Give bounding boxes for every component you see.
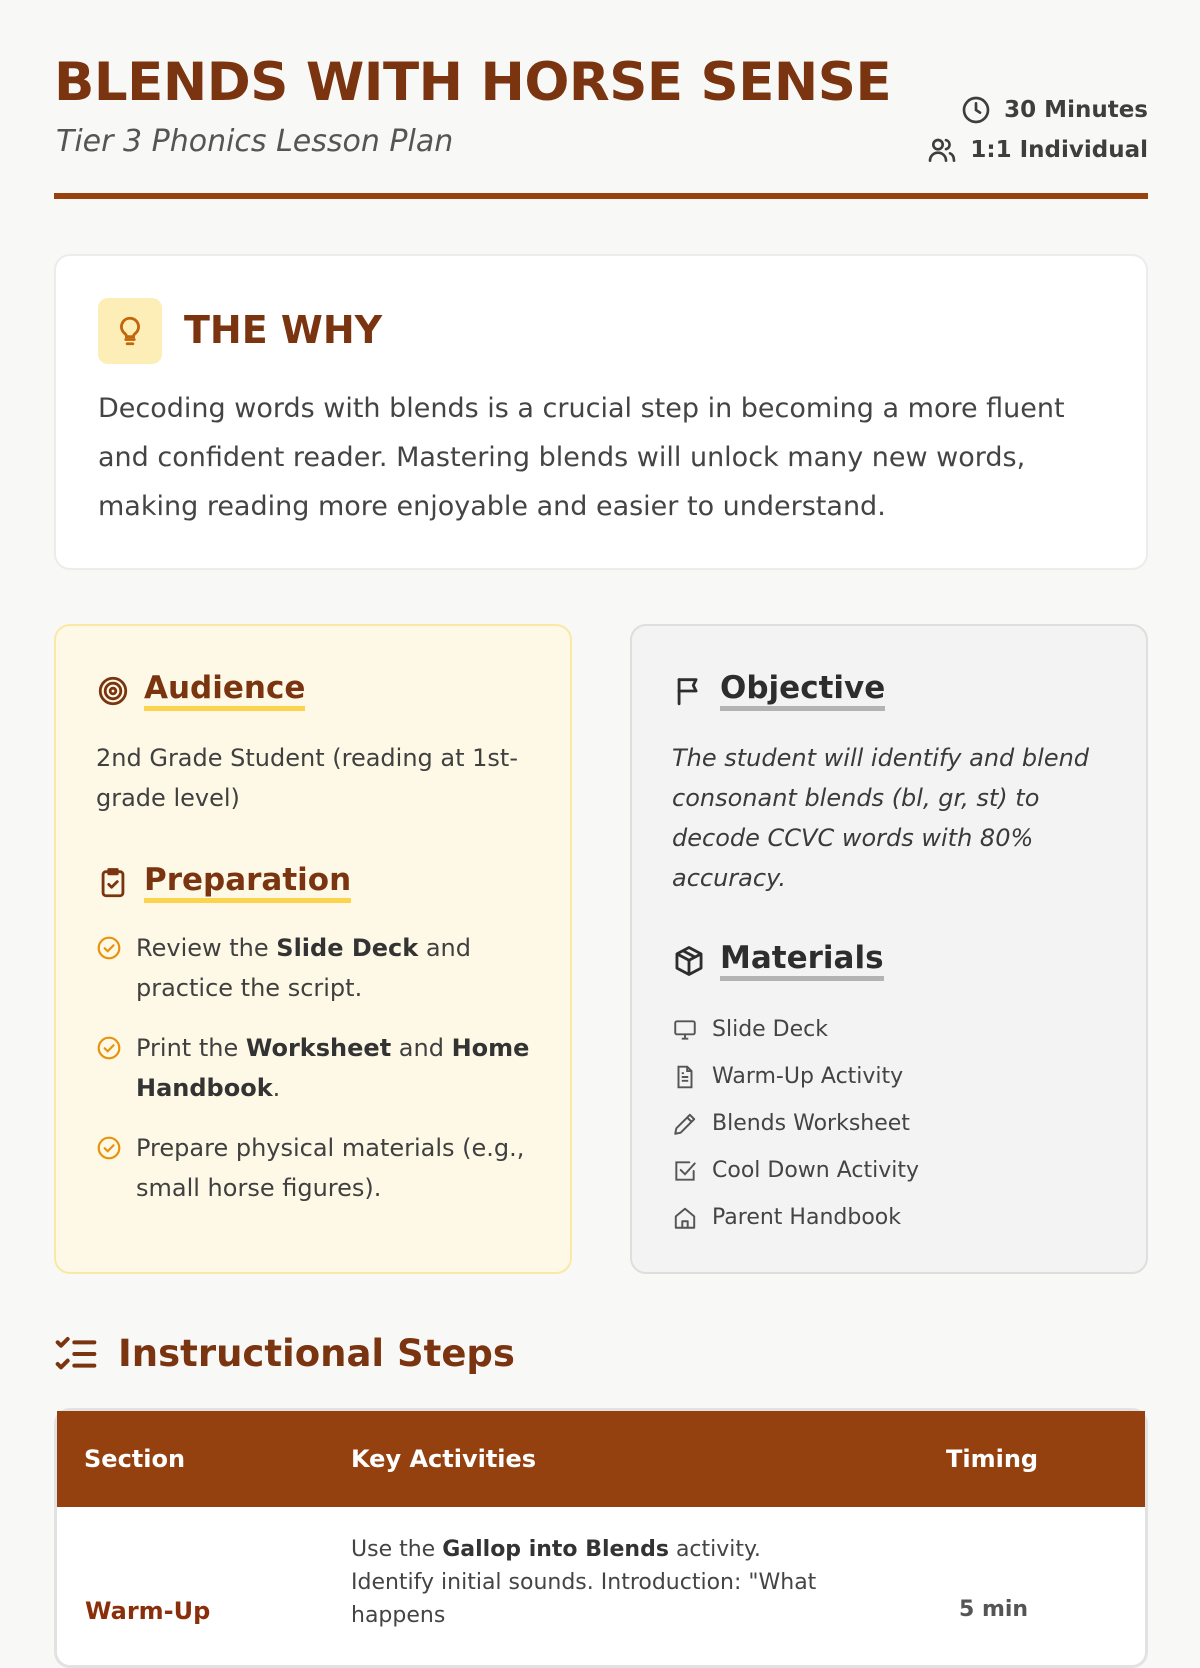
lesson-meta	[926, 90, 1148, 170]
list-item: Cool Down Activity	[672, 1147, 919, 1194]
why-icon-badge	[98, 298, 162, 364]
clipboard-check-icon	[96, 866, 130, 900]
package-icon	[672, 944, 706, 978]
list-item: Prepare physical materials (e.g., small horse figures).	[96, 1128, 536, 1208]
list-item: Blends Worksheet	[672, 1100, 919, 1147]
row-section: Warm-Up	[85, 1597, 211, 1625]
pencil-icon	[672, 1111, 698, 1137]
document-icon	[672, 1064, 698, 1090]
column-header-activities: Key Activities	[351, 1445, 537, 1473]
objective-heading	[672, 670, 885, 711]
steps-title: Instructional Steps	[118, 1332, 515, 1375]
materials-heading	[672, 940, 884, 981]
materials-list	[672, 1006, 919, 1241]
list-item: Parent Handbook	[672, 1194, 919, 1241]
steps-table	[54, 1408, 1148, 1668]
check-circle-icon	[96, 935, 122, 961]
users-icon	[926, 134, 958, 166]
objective-title: Objective	[720, 670, 885, 711]
page-title: BLENDS WITH HORSE SENSE	[54, 52, 892, 113]
why-text: Decoding words with blends is a crucial step in becoming a more fluent and confident reader. Mastering blends will unlock many new words, making reading more enjoyable and easier to understand.	[98, 393, 1065, 522]
grouping-text: 1:1 Individual	[970, 137, 1148, 163]
audience-heading	[96, 670, 305, 711]
header-divider	[54, 193, 1148, 199]
target-icon	[96, 674, 130, 708]
home-icon	[672, 1205, 698, 1231]
column-header-section: Section	[84, 1445, 186, 1473]
duration-text: 30 Minutes	[1004, 97, 1148, 123]
page-subtitle: Tier 3 Phonics Lesson Plan	[56, 124, 454, 159]
checkbox-icon	[672, 1158, 698, 1184]
flag-icon	[672, 674, 706, 708]
steps-heading	[54, 1332, 515, 1375]
preparation-title: Preparation	[144, 862, 351, 903]
objective-materials-card	[630, 624, 1148, 1274]
column-header-timing: Timing	[946, 1445, 1039, 1473]
audience-preparation-card	[54, 624, 572, 1274]
list-item: Print the Worksheet and Home Handbook.	[96, 1028, 536, 1108]
preparation-heading	[96, 862, 351, 903]
why-title: THE WHY	[184, 308, 383, 352]
list-item: Warm-Up Activity	[672, 1053, 919, 1100]
audience-title: Audience	[144, 670, 305, 711]
list-item: Slide Deck	[672, 1006, 919, 1053]
list-checks-icon	[54, 1334, 98, 1374]
row-activities: Use the Gallop into Blends activity. Identify initial sounds. Introduction: "What happens	[351, 1537, 817, 1628]
objective-text: The student will identify and blend consonant blends (bl, gr, st) to decode CCVC words with 80% accuracy.	[672, 744, 1090, 892]
lightbulb-icon	[113, 314, 147, 348]
preparation-list	[96, 928, 536, 1228]
why-card	[54, 254, 1148, 570]
grouping-info	[926, 130, 1148, 170]
table-header	[57, 1411, 1145, 1507]
list-item: Review the Slide Deck and practice the script.	[96, 928, 536, 1008]
clock-icon	[960, 94, 992, 126]
row-timing: 5 min	[959, 1597, 1029, 1622]
lesson-plan-page	[54, 0, 1148, 1628]
monitor-icon	[672, 1017, 698, 1043]
check-circle-icon	[96, 1035, 122, 1061]
materials-title: Materials	[720, 940, 884, 981]
check-circle-icon	[96, 1135, 122, 1161]
header	[54, 0, 1148, 200]
audience-text: 2nd Grade Student (reading at 1st-grade level)	[96, 744, 518, 812]
duration-info	[926, 90, 1148, 130]
